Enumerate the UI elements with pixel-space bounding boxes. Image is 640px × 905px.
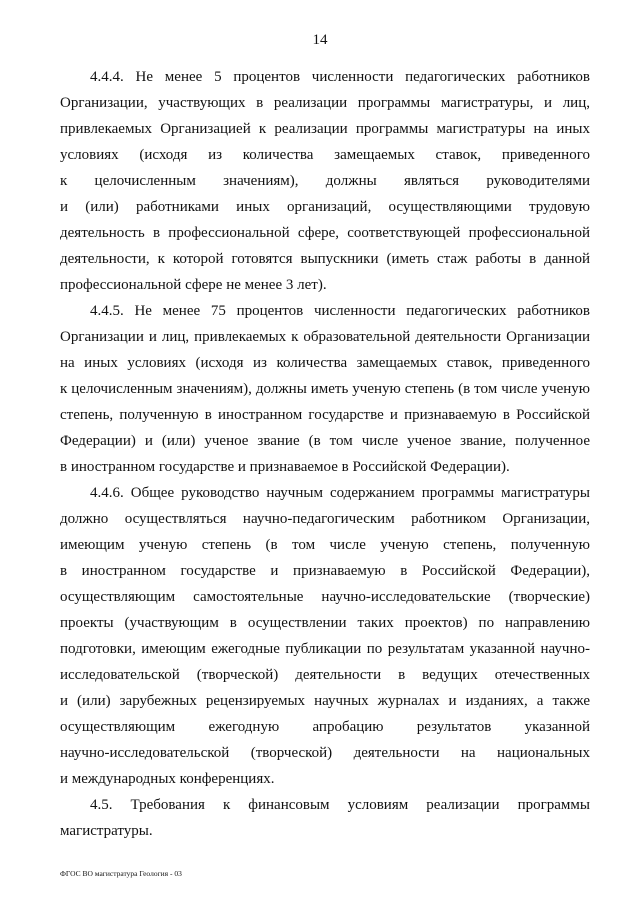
paragraph-4-4-5-line-1: 4.4.5. Не менее 75 процентов численности педагогических работников <box>90 303 590 319</box>
paragraph-4-4-5-line-3: на иных условиях (исходя из количества замещаемых ставок, приведенного <box>60 355 590 371</box>
paragraph-4-4-6-line-9: и (или) зарубежных рецензируемых научных журналах и изданиях, а также <box>60 693 590 709</box>
section-4-5-line-2: магистратуры. <box>60 823 153 839</box>
paragraph-4-4-4-line-9: профессиональной сфере не менее 3 лет). <box>60 277 327 293</box>
paragraph-4-4-6-line-12: и международных конференциях. <box>60 771 275 787</box>
paragraph-4-4-6-line-4: в иностранном государстве и признаваемую в Российской Федерации), <box>60 563 590 579</box>
page-number: 14 <box>312 32 328 48</box>
paragraph-4-4-6-line-11: научно-исследовательской (творческой) деятельности на национальных <box>60 745 590 761</box>
paragraph-4-4-4-line-1: 4.4.4. Не менее 5 процентов численности педагогических работников <box>90 69 590 85</box>
paragraph-4-4-5-line-2: Организации и лиц, привлекаемых к образовательной деятельности Организации <box>60 329 590 345</box>
paragraph-4-4-4-line-4: условиях (исходя из количества замещаемых ставок, приведенного <box>60 147 590 163</box>
paragraph-4-4-5-line-5: степень, полученную в иностранном государстве и признаваемую в Российской <box>60 407 590 423</box>
paragraph-4-4-6-line-1: 4.4.6. Общее руководство научным содержанием программы магистратуры <box>90 485 590 501</box>
paragraph-4-4-6-line-3: имеющим ученую степень (в том числе ученую степень, полученную <box>60 537 590 553</box>
paragraph-4-4-6-line-5: осуществляющим самостоятельные научно-исследовательские (творческие) <box>60 589 590 605</box>
paragraph-4-4-6-line-8: исследовательской (творческой) деятельности в ведущих отечественных <box>60 667 590 683</box>
page-footer: ФГОС ВО магистратура Геология - 03 <box>60 869 182 878</box>
paragraph-4-4-4-line-2: Организации, участвующих в реализации программы магистратуры, и лиц, <box>60 95 590 111</box>
paragraph-4-4-5-line-6: Федерации) и (или) ученое звание (в том числе ученое звание, полученное <box>60 433 590 449</box>
paragraph-4-4-4-line-7: деятельность в профессиональной сфере, соответствующей профессиональной <box>60 225 590 241</box>
paragraph-4-4-4-line-3: привлекаемых Организацией к реализации программы магистратуры на иных <box>60 121 590 137</box>
paragraph-4-4-4-line-5: к целочисленным значениям), должны являться руководителями <box>60 173 590 189</box>
paragraph-4-4-6-line-6: проекты (участвующим в осуществлении таких проектов) по направлению <box>60 615 590 631</box>
paragraph-4-4-6-line-10: осуществляющим ежегодную апробацию результатов указанной <box>60 719 590 735</box>
paragraph-4-4-6-line-7: подготовки, имеющим ежегодные публикации по результатам указанной научно- <box>60 641 590 657</box>
paragraph-4-4-5-line-4: к целочисленным значениям), должны иметь ученую степень (в том числе ученую <box>60 381 590 397</box>
section-4-5-line-1: 4.5. Требования к финансовым условиям реализации программы <box>90 797 590 813</box>
paragraph-4-4-4-line-8: деятельности, к которой готовятся выпускники (иметь стаж работы в данной <box>60 251 590 267</box>
paragraph-4-4-6-line-2: должно осуществляться научно-педагогическим работником Организации, <box>60 511 590 527</box>
paragraph-4-4-5-line-7: в иностранном государстве и признаваемое в Российской Федерации). <box>60 459 510 475</box>
paragraph-4-4-4-line-6: и (или) работниками иных организаций, осуществляющими трудовую <box>60 199 590 215</box>
